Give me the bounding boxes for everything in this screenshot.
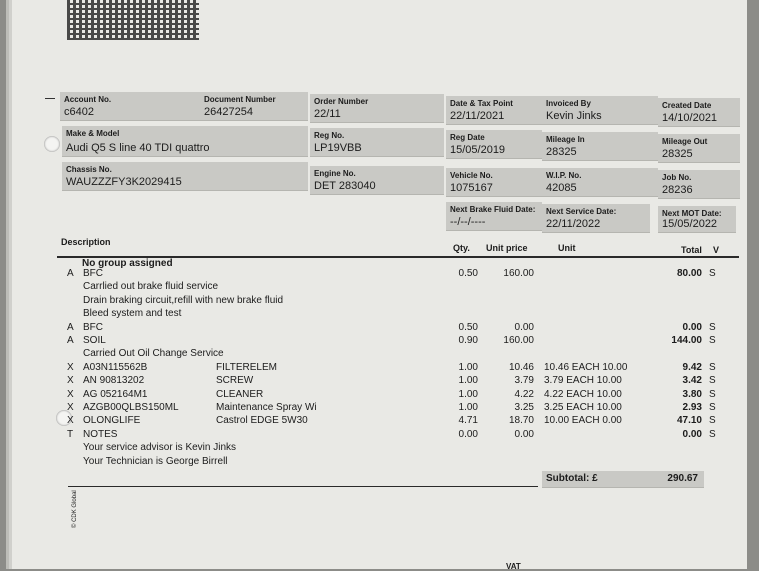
cell-part: NOTES (83, 428, 118, 440)
field-box (446, 96, 542, 125)
cell-price: 3.25 (514, 402, 534, 413)
field-box (62, 162, 308, 191)
cell-v: S (709, 428, 716, 440)
field-value: 14/10/2021 (662, 112, 718, 124)
cell-name: FILTERELEM (216, 361, 277, 373)
field-box (446, 130, 542, 159)
field-value: 1075167 (450, 182, 493, 194)
field-box (658, 206, 736, 233)
cell-code: A (67, 335, 74, 346)
field-box (658, 98, 740, 127)
field-box (658, 170, 740, 199)
field-value: 28325 (662, 148, 693, 160)
cell-total: 0.00 (682, 321, 702, 333)
cell-code: T (67, 428, 74, 440)
cell-price: 0.00 (514, 428, 534, 440)
cell-v: S (709, 388, 716, 400)
field-box (542, 204, 650, 233)
field-value: 42085 (546, 182, 577, 194)
cell-v: S (709, 361, 716, 373)
cell-unit: 10.46 EACH 10.00 (544, 361, 628, 373)
col-total: Total (681, 245, 702, 255)
cell-code: X (67, 402, 74, 413)
cell-v: S (709, 402, 716, 413)
cell-qty: 1.00 (458, 375, 478, 387)
field-value: 15/05/2019 (450, 144, 506, 156)
cell-v: S (709, 335, 716, 346)
cell-qty: 0.50 (458, 321, 478, 333)
cell-unit: 10.00 EACH 0.00 (544, 415, 622, 427)
cell-price: 10.46 (508, 361, 534, 373)
cell-code: X (67, 388, 74, 400)
cell-name: Maintenance Spray Wi (216, 402, 317, 413)
cell-v: S (709, 268, 716, 279)
col-unit-price: Unit price (486, 243, 528, 253)
field-label: Job No. (662, 173, 692, 182)
field-box (542, 168, 658, 197)
cell-code: X (67, 415, 74, 427)
cell-total: 2.93 (682, 402, 702, 413)
cell-total: 47.10 (676, 415, 702, 427)
qr-code-icon (67, 0, 199, 40)
field-box (310, 128, 444, 157)
cell-total: 3.42 (682, 375, 702, 387)
cell-part: Your service advisor is Kevin Jinks (83, 442, 237, 454)
cell-price: 18.70 (508, 415, 534, 427)
vat-label: VAT (506, 562, 521, 571)
cell-unit: 4.22 EACH 10.00 (544, 388, 622, 400)
cell-total: 0.00 (682, 428, 702, 440)
field-box (446, 202, 542, 231)
field-label: Vehicle No. (450, 171, 493, 180)
field-label: Chassis No. (66, 165, 112, 174)
cell-price: 160.00 (503, 268, 534, 279)
cell-v: S (709, 321, 716, 333)
field-box (310, 94, 444, 123)
cell-code: X (67, 361, 74, 373)
cell-qty: 1.00 (458, 361, 478, 373)
subtotal-value: 290.67 (667, 473, 698, 484)
subtotal-label: Subtotal: £ (546, 473, 598, 484)
cell-price: 0.00 (514, 321, 534, 333)
field-value: LP19VBB (314, 142, 362, 154)
field-label: Next MOT Date: (662, 209, 722, 218)
field-label: Make & Model (66, 129, 120, 138)
field-label: Mileage In (546, 135, 585, 144)
field-label: Next Brake Fluid Date: (450, 205, 536, 214)
cell-part: AN 90813202 (83, 375, 145, 387)
subtotal-box (542, 471, 704, 488)
cell-total: 3.80 (682, 388, 702, 400)
cell-total: 9.42 (682, 361, 702, 373)
field-label: Reg No. (314, 131, 345, 140)
cell-qty: 4.71 (458, 415, 478, 427)
cell-unit: 3.79 EACH 10.00 (544, 375, 622, 387)
field-label: Engine No. (314, 169, 356, 178)
cell-name: SCREW (216, 375, 254, 387)
cell-part: SOIL (83, 335, 106, 346)
cell-price: 3.79 (514, 375, 534, 387)
field-label: Created Date (662, 101, 712, 110)
field-value: Audi Q5 S line 40 TDI quattro (66, 142, 210, 154)
field-box (200, 92, 308, 121)
cell-v: S (709, 375, 716, 387)
field-label: Account No. (64, 95, 112, 104)
cell-part: AG 052164M1 (83, 388, 148, 400)
cell-part: BFC (83, 268, 103, 279)
col-qty: Qty. (453, 243, 470, 253)
field-box (542, 96, 658, 125)
field-box (658, 134, 740, 163)
field-label: Invoiced By (546, 99, 591, 108)
field-box (542, 132, 658, 161)
cell-price: 4.22 (514, 388, 534, 400)
cell-part: Bleed system and test (83, 308, 182, 320)
cell-part: Drain braking circuit,refill with new brake fluid (83, 294, 284, 306)
cell-name: CLEANER (216, 388, 264, 400)
cell-qty: 0.50 (458, 268, 478, 279)
col-unit: Unit (558, 243, 576, 253)
cell-qty: 0.00 (458, 428, 478, 440)
field-label: Mileage Out (662, 137, 708, 146)
cell-part: Carried Out Oil Change Service (83, 348, 224, 360)
field-label: Reg Date (450, 133, 485, 142)
subtotal-rule (68, 486, 538, 487)
cell-total: 80.00 (676, 268, 702, 279)
cell-unit: 3.25 EACH 10.00 (544, 402, 622, 413)
field-box (62, 126, 308, 157)
group-title: No group assigned (82, 258, 173, 269)
field-box (310, 166, 444, 195)
field-value: WAUZZZFY3K2029415 (66, 176, 182, 188)
field-value: 22/11/2021 (450, 110, 505, 122)
cell-total: 144.00 (671, 335, 702, 346)
cell-code: A (67, 268, 74, 279)
cell-part: OLONGLIFE (83, 415, 141, 427)
cell-part: Your Technician is George Birrell (83, 455, 228, 467)
punch-hole-icon (44, 136, 60, 152)
field-value: 22/11 (314, 108, 341, 120)
cell-v: S (709, 415, 716, 427)
cell-part: Carrlied out brake fluid service (83, 281, 219, 293)
field-value: DET 283040 (314, 180, 376, 192)
col-vat: V (713, 245, 720, 255)
brand-mark: © CDK Global (72, 490, 78, 528)
field-label: W.I.P. No. (546, 171, 582, 180)
cell-qty: 0.90 (458, 335, 478, 346)
cell-name: Castrol EDGE 5W30 (216, 415, 308, 427)
cell-part: AZGB00QLBS150ML (83, 402, 179, 413)
field-box (60, 92, 200, 121)
cell-code: X (67, 375, 74, 387)
field-value: 28325 (546, 146, 577, 158)
cell-code: A (67, 321, 74, 333)
field-value: Kevin Jinks (546, 110, 602, 122)
cell-qty: 1.00 (458, 388, 478, 400)
field-value: --/--/---- (450, 216, 486, 228)
field-label: Date & Tax Point (450, 99, 513, 108)
field-box (446, 168, 542, 197)
cell-qty: 1.00 (458, 402, 478, 413)
field-label: Next Service Date: (546, 207, 617, 216)
field-label: Order Number (314, 97, 369, 106)
cell-part: BFC (83, 321, 103, 333)
cell-part: A03N115562B (83, 361, 148, 373)
field-value: 26427254 (204, 106, 253, 118)
field-value: 28236 (662, 184, 693, 196)
invoice-page (12, 0, 747, 569)
fold-mark (45, 98, 55, 99)
field-label: Document Number (204, 95, 276, 104)
field-value: 15/05/2022 (662, 218, 718, 230)
cell-price: 160.00 (503, 335, 534, 346)
field-value: c6402 (64, 106, 94, 118)
col-description: Description (61, 237, 111, 247)
field-value: 22/11/2022 (546, 218, 601, 230)
